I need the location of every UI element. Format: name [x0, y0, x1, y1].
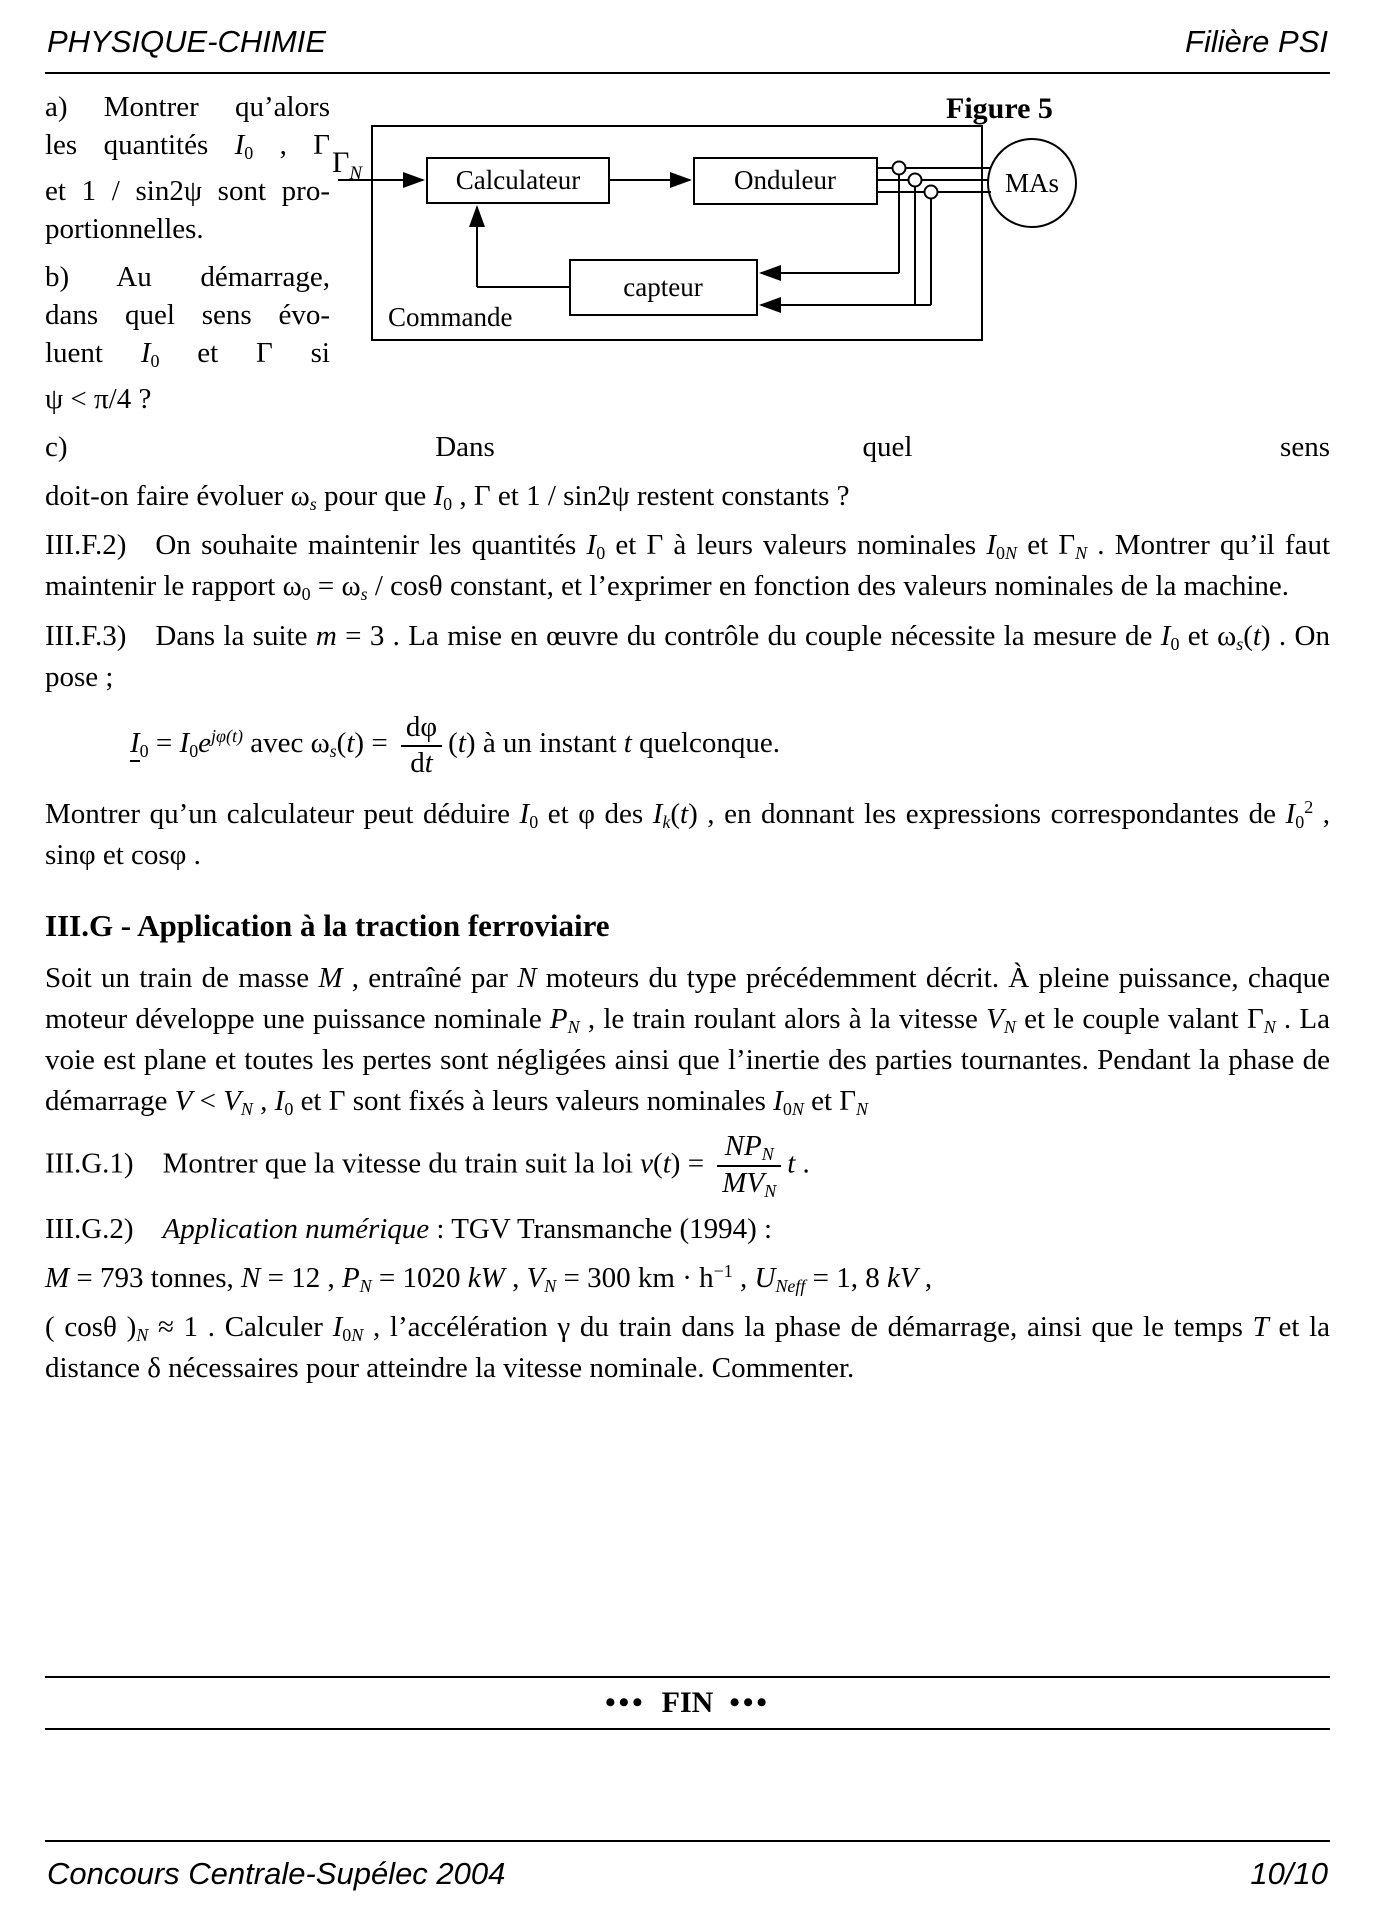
text-run: e	[198, 727, 212, 760]
text-run: t	[787, 1147, 796, 1180]
text-run: et le couple valant Γ	[1015, 1002, 1264, 1035]
text-run: III.G - Application à la traction ferroviaire	[45, 907, 610, 943]
text-run: portionnelles.	[45, 213, 204, 246]
text-run: s	[329, 741, 337, 762]
text-run: N	[1005, 543, 1018, 564]
footer-exam-name: Concours Centrale-Supélec 2004	[47, 1856, 506, 1891]
text-run: I	[332, 1311, 343, 1344]
text-run: III.G.2)	[45, 1213, 163, 1246]
text-run: 0	[284, 1098, 294, 1119]
text-run: ω	[290, 480, 310, 513]
text-run: s	[1236, 633, 1244, 654]
text-run: N	[724, 1129, 745, 1162]
text-run: (	[670, 798, 681, 831]
text-run: d	[405, 711, 421, 744]
text-run: / cosθ constant, et l’exprimer en fonction des valeurs nominales de la machine.	[367, 570, 1290, 603]
item-c-cont	[45, 476, 1330, 517]
text-run: III.F.2) On souhaite maintenir les quantités	[45, 529, 587, 562]
text-run: k	[662, 812, 671, 833]
text-run: = 300 km · h	[556, 1261, 714, 1294]
text-run: 0	[1295, 812, 1305, 833]
text-run: (	[1243, 619, 1253, 652]
text-run: N	[351, 1325, 364, 1346]
text-run: .	[795, 1147, 810, 1180]
text-run: V	[223, 1084, 241, 1117]
text-run: I	[234, 129, 245, 161]
text-run: kV	[887, 1261, 918, 1294]
para-g2-title	[45, 1209, 1330, 1250]
text-run: et Γ si	[159, 337, 330, 370]
text-run: et Γ à leurs valeurs nominales	[605, 529, 987, 562]
text-run: <	[192, 1084, 224, 1117]
text-run: P	[549, 1002, 568, 1035]
text-run: ) =	[354, 727, 395, 760]
figure-caption: Figure 5	[946, 92, 1053, 125]
text-run: I	[130, 727, 140, 762]
text-run: , Γ et 1 / sin2ψ restent constants ?	[452, 480, 850, 513]
text-run: 0	[782, 1098, 792, 1119]
text-run: , sinφ et cosφ .	[45, 798, 1330, 872]
text-run: 0	[342, 1325, 352, 1346]
text-run: ,	[504, 1261, 527, 1294]
text-run: (	[336, 727, 347, 760]
para-f3-end	[45, 794, 1330, 876]
text-run: . La voie est plane et toutes les pertes sont négligées ainsi que l’inertie des parties tournantes. Pendant la phase de démarrage	[45, 1002, 1330, 1117]
text-run: I	[586, 529, 597, 562]
text-run: Soit un train de masse	[45, 962, 319, 995]
text-run: et φ des	[538, 798, 653, 831]
calculateur-label: Calculateur	[455, 165, 581, 195]
text-run: V	[526, 1261, 545, 1294]
para-f3	[45, 616, 1330, 698]
text-run: I	[1160, 619, 1171, 652]
current-sensor-ring-1	[893, 162, 906, 175]
text-run: ,	[917, 1261, 933, 1294]
text-run: 0	[529, 812, 539, 833]
text-run: et la distance δ nécessaires pour atteindre la vitesse nominale. Commenter.	[45, 1311, 1330, 1385]
text-run: ω	[310, 727, 330, 760]
text-run: M	[45, 1261, 70, 1294]
text-run: 0	[139, 741, 149, 762]
text-line	[45, 428, 1330, 466]
text-run: = 12 ,	[260, 1261, 342, 1294]
text-run: luent	[45, 337, 141, 370]
para-g-intro	[45, 958, 1330, 1122]
text-run: N	[761, 1143, 774, 1164]
header-subject: PHYSIQUE-CHIMIE	[47, 24, 327, 59]
text-run: avec	[242, 727, 311, 760]
para-g2-end	[45, 1307, 1330, 1389]
document-body	[45, 88, 1330, 1676]
text-run: : TGV Transmanche (1994) :	[429, 1213, 773, 1246]
text-run: , le train roulant alors à la vitesse	[579, 1002, 987, 1035]
text-run: N	[240, 1098, 253, 1119]
text-run: t	[680, 798, 689, 831]
footer-page-number: 10/10	[1250, 1856, 1328, 1891]
text-run: m	[315, 619, 337, 652]
text-run: =	[310, 570, 342, 603]
text-run: 0	[150, 351, 160, 372]
text-run: Neff	[775, 1275, 806, 1296]
equation-f3	[130, 711, 1330, 780]
text-run: ) à un instant	[465, 727, 624, 760]
text-run: ) =	[670, 1147, 712, 1180]
text-run: N	[544, 1275, 557, 1296]
text-run: t	[662, 1147, 671, 1180]
text-run: M	[722, 1166, 747, 1199]
text-run: ψ < π/4 ?	[45, 383, 152, 416]
item-c-start	[45, 428, 1330, 466]
text-run: 0	[996, 543, 1006, 564]
text-run: I	[986, 529, 997, 562]
text-run: N	[136, 1325, 149, 1346]
text-run: ,	[732, 1261, 755, 1294]
text-run: s	[360, 584, 368, 605]
commande-label: Commande	[388, 302, 513, 332]
para-f2	[45, 525, 1330, 607]
text-run: N	[517, 962, 537, 995]
text-run: N	[241, 1261, 261, 1294]
text-run: 0	[301, 584, 311, 605]
text-run: =	[148, 727, 180, 760]
text-run: et Γ	[803, 1084, 857, 1117]
text-run: I	[179, 727, 190, 760]
text-run: 0	[244, 143, 254, 164]
text-run: −1	[713, 1260, 733, 1281]
fin-dots-right: •••	[729, 1686, 770, 1719]
text-run: v	[640, 1147, 654, 1180]
text-run: ω	[341, 570, 361, 603]
text-run: et Γ sont fixés à leurs valeurs nominales	[293, 1084, 774, 1117]
text-run: N	[1003, 1016, 1016, 1037]
text-run: 0	[443, 494, 453, 515]
text-run: ( cosθ )	[45, 1311, 137, 1344]
text-run: P	[744, 1129, 762, 1162]
text-run: t	[1252, 619, 1261, 652]
capteur-label: capteur	[623, 272, 703, 302]
text-run: I	[652, 798, 663, 831]
text-run: I	[433, 480, 444, 513]
text-run: Application numérique	[162, 1213, 430, 1246]
text-run: t	[623, 727, 632, 760]
text-run: V	[174, 1084, 193, 1117]
text-run: Montrer qu’un calculateur peut déduire	[45, 798, 520, 831]
text-run: N	[764, 1180, 777, 1201]
text-run: a) Montrer qu’alors	[45, 91, 330, 123]
header-track: Filière PSI	[1185, 24, 1328, 59]
text-run: dans quel sens évo-	[45, 299, 330, 332]
fin-text	[45, 1686, 1330, 1720]
text-run: s	[309, 494, 317, 515]
text-run: ω	[282, 570, 302, 603]
text-run: ) , en donnant les expressions correspondantes de	[688, 798, 1286, 831]
text-run: t	[457, 727, 466, 760]
text-run: ω	[1217, 619, 1237, 652]
fin-dots-left: •••	[605, 1686, 646, 1719]
text-run: jφ(t)	[211, 726, 243, 747]
text-run: 2	[1304, 797, 1314, 818]
input-torque-label: $\Gamma_N$	[332, 146, 363, 184]
page-header	[45, 14, 1330, 74]
text-run: N	[791, 1098, 804, 1119]
text-run: quelconque.	[631, 727, 780, 760]
text-run: ,	[252, 1084, 275, 1117]
text-run: ) . On pose ;	[45, 619, 1330, 693]
text-run: kW	[467, 1261, 505, 1294]
text-run: (	[448, 727, 458, 760]
motor-label: MAs	[1004, 168, 1060, 198]
text-run: I	[1285, 798, 1296, 831]
text-run: I	[519, 798, 530, 831]
fraction	[401, 711, 442, 780]
onduleur-label: Onduleur	[734, 165, 836, 195]
text-run: N	[359, 1275, 372, 1296]
text-run: M	[318, 962, 343, 995]
text-run: T	[1252, 1311, 1269, 1344]
block-diagram	[330, 88, 1330, 350]
text-run: et	[1179, 619, 1218, 652]
text-run: c) Dans quel sens	[45, 431, 1330, 464]
text-run: I	[773, 1084, 783, 1117]
text-run: (	[653, 1147, 663, 1180]
text-run: N	[1075, 543, 1088, 564]
text-run: N	[1263, 1016, 1276, 1037]
text-run: U	[754, 1261, 776, 1294]
text-run: I	[140, 337, 151, 370]
text-run: III.F.3) Dans la suite	[45, 619, 316, 652]
text-run: P	[341, 1261, 360, 1294]
text-run: , l’accélération γ du train dans la phase de démarrage, ainsi que le temps	[363, 1311, 1253, 1344]
fraction	[717, 1130, 781, 1201]
text-run: , entraîné par	[342, 962, 518, 995]
text-run: 0	[1170, 633, 1180, 654]
para-g1	[45, 1130, 1330, 1201]
text-run: t	[424, 746, 433, 779]
text-run: ≈ 1 . Calculer	[148, 1311, 333, 1344]
text-run: pour que	[316, 480, 434, 513]
text-run: 0	[596, 543, 606, 564]
text-run: φ	[420, 711, 438, 744]
text-run: , Γ	[253, 129, 330, 161]
text-run: N	[567, 1016, 580, 1037]
text-run: V	[746, 1166, 765, 1199]
fin-label: FIN	[661, 1686, 714, 1719]
text-run: et 1 / sin2ψ sont pro-	[45, 175, 330, 208]
text-run: N	[856, 1098, 869, 1119]
text-run: b) Au démarrage,	[45, 261, 330, 294]
text-run: = 1020	[371, 1261, 468, 1294]
text-run: I	[274, 1084, 285, 1117]
figure-5	[330, 88, 1330, 426]
text-run: 0	[189, 741, 199, 762]
text-run: . Montrer qu’il faut maintenir le rapport	[45, 529, 1330, 603]
text-run: et Γ	[1017, 529, 1076, 562]
para-g2-values	[45, 1258, 1330, 1299]
text-run: d	[410, 746, 425, 779]
current-sensor-ring-3	[925, 186, 938, 199]
text-run: moteurs du type précédemment décrit. À pleine puissance, chaque moteur développe une puissance nominale	[45, 962, 1330, 1035]
text-run: les quantités	[45, 129, 235, 161]
text-run: doit-on faire évoluer	[45, 480, 291, 513]
text-run: = 793 tonnes,	[69, 1261, 241, 1294]
heading-g	[45, 906, 1330, 946]
text-run: t	[346, 727, 355, 760]
current-sensor-ring-2	[909, 174, 922, 187]
page-footer	[45, 1840, 1330, 1892]
text-run: III.G.1) Montrer que la vitesse du train suit la loi	[45, 1147, 641, 1180]
fin-section	[45, 1676, 1330, 1730]
text-run: V	[986, 1002, 1004, 1035]
text-run: = 1, 8	[805, 1261, 887, 1294]
text-run: = 3 . La mise en œuvre du contrôle du couple nécessite la mesure de	[336, 619, 1161, 652]
